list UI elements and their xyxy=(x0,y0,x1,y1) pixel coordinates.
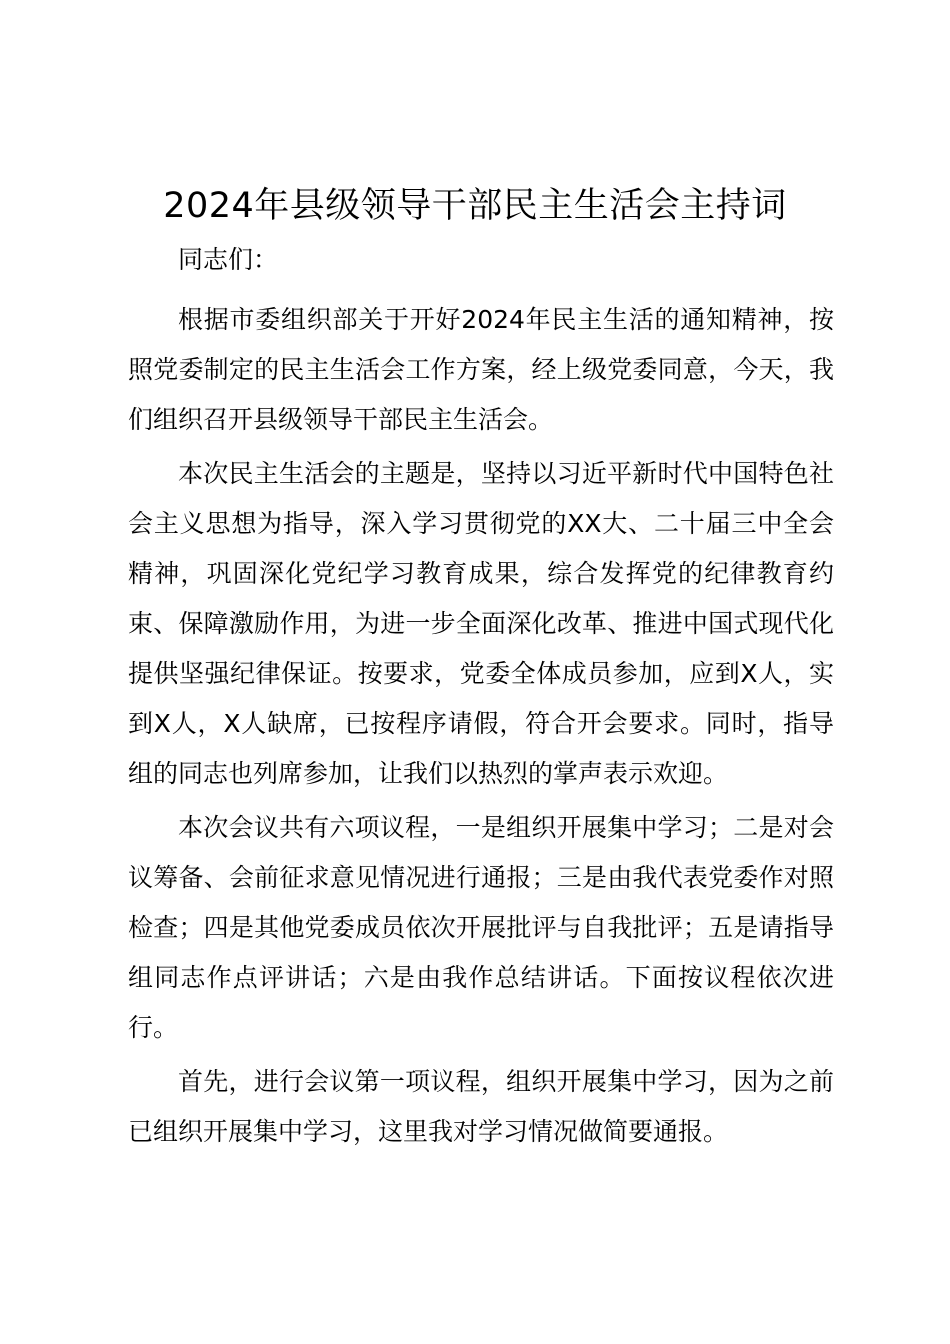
paragraph-first-item: 首先，进行会议第一项议程，组织开展集中学习，因为之前已组织开展集中学习，这里我对学习情况做简要通报。 xyxy=(128,1067,834,1146)
document-title: 2024年县级领导干部民主生活会主持词 xyxy=(163,186,787,226)
paragraph-greeting: 同志们： xyxy=(178,245,279,274)
paragraph-theme: 本次民主生活会的主题是，坚持以习近平新时代中国特色社会主义思想为指导，深入学习贯彻党的XX大、二十届三中全会精神，巩固深化党纪学习教育成果，综合发挥党的纪律教育约束、保障激励作用，为进一步全面深化改革、推进中国式现代化提供坚强纪律保证。按要求，党委全体成员参加，应到X人，实到X人，X人缺席，已按程序请假，符合开会要求。同时，指导组的同志也列席参加，让我们以热烈的掌声表示欢迎。 xyxy=(128,459,834,788)
paragraph-agenda: 本次会议共有六项议程，一是组织开展集中学习；二是对会议筹备、会前征求意见情况进行通报；三是由我代表党委作对照检查；四是其他党委成员依次开展批评与自我批评；五是请指导组同志作点评讲话；六是由我作总结讲话。下面按议程依次进行。 xyxy=(128,813,834,1042)
paragraph-notice: 根据市委组织部关于开好2024年民主生活的通知精神，按照党委制定的民主生活会工作方案，经上级党委同意，今天，我们组织召开县级领导干部民主生活会。 xyxy=(128,305,834,434)
document-body xyxy=(128,235,834,1161)
